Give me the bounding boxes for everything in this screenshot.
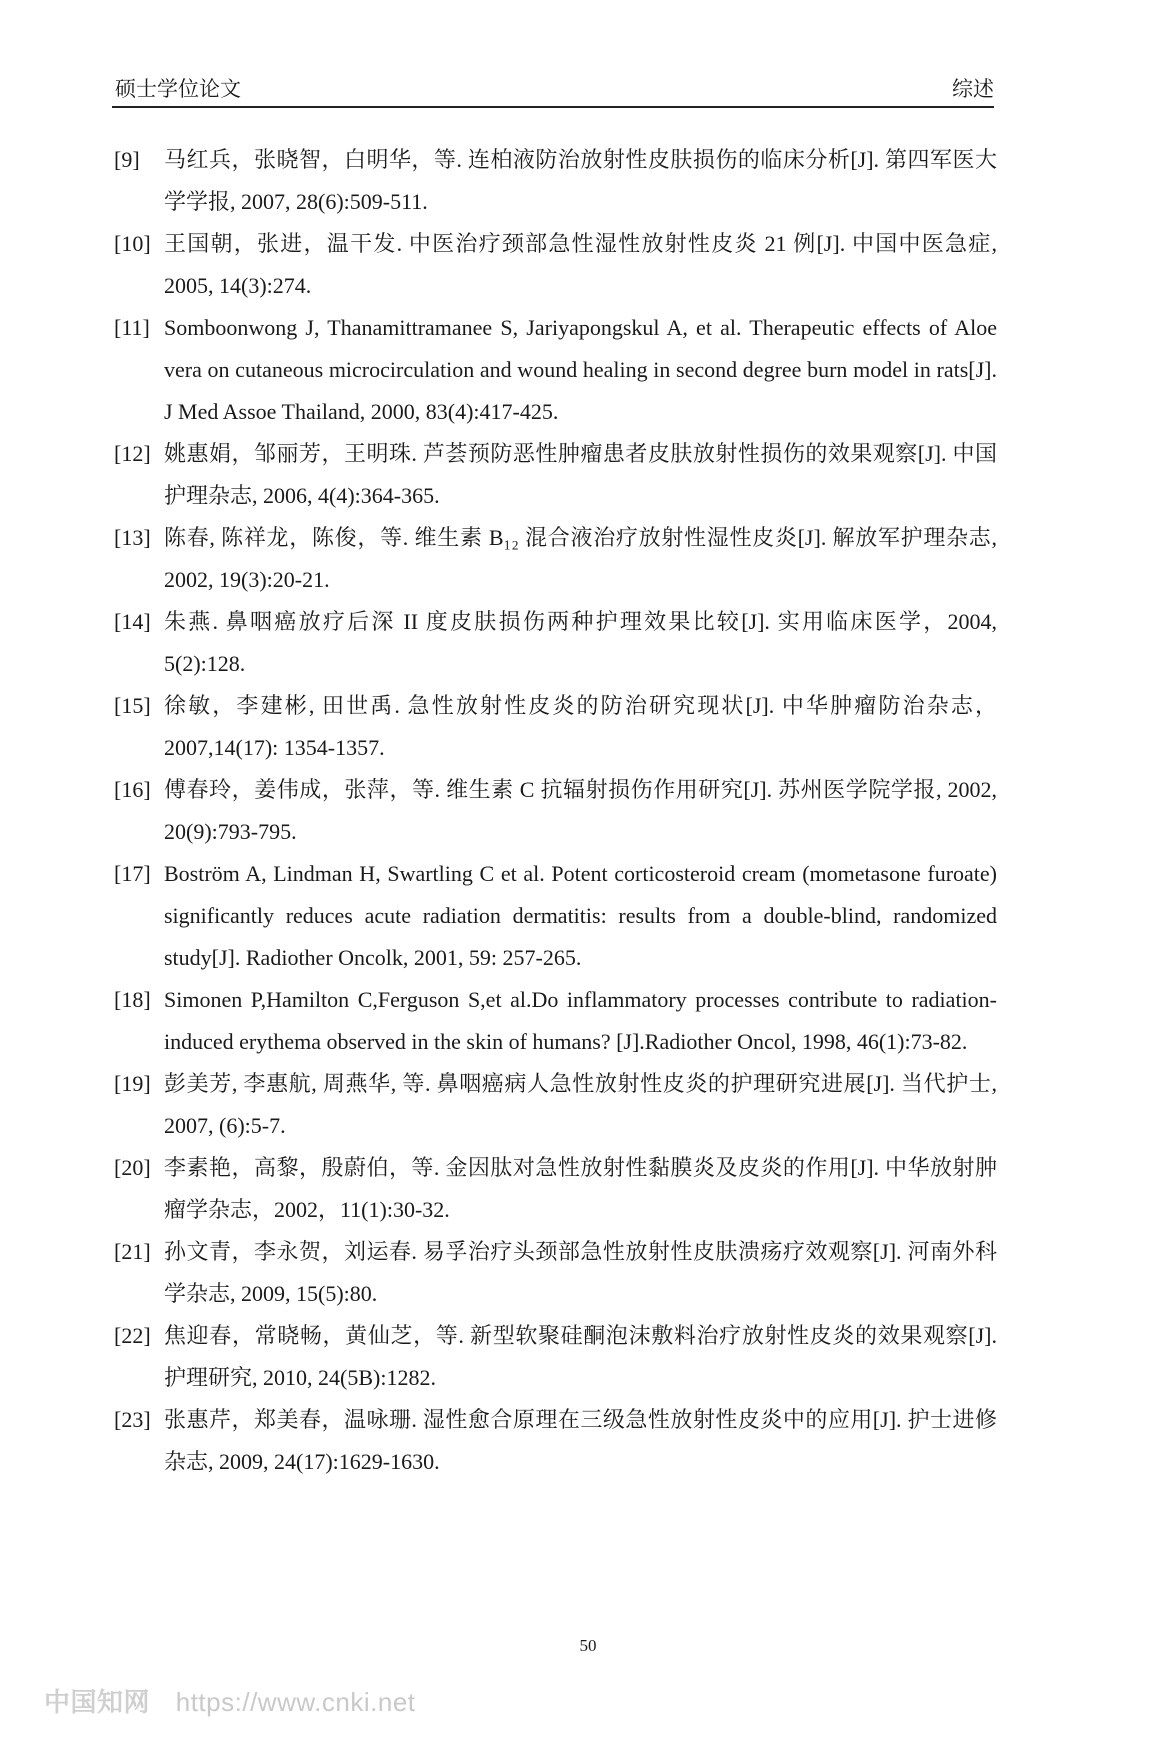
reference-item <box>112 1231 997 1315</box>
reference-text: 彭美芳, 李惠航, 周燕华, 等. 鼻咽癌病人急性放射性皮炎的护理研究进展[J]. 当代护士, 2007, (6):5-7. <box>164 1071 997 1138</box>
reference-item <box>112 601 997 685</box>
reference-number: [21] <box>114 1239 151 1264</box>
reference-number: [10] <box>114 231 151 256</box>
reference-item <box>112 517 997 601</box>
page-header <box>112 72 994 108</box>
watermark-url: https://www.cnki.net <box>175 1687 416 1717</box>
reference-text: 王国朝，张进，温干发. 中医治疗颈部急性湿性放射性皮炎 21 例[J]. 中国中医急症, 2005, 14(3):274. <box>164 231 997 298</box>
reference-number: [20] <box>114 1155 151 1180</box>
reference-item <box>112 769 997 853</box>
header-thesis-title: 硕士学位论文 <box>115 77 241 101</box>
reference-text: Boström A, Lindman H, Swartling C et al. Potent corticosteroid cream (mometasone furoate) significantly reduces acute radiation dermatitis: results from a double-blind, randomized study[J]. Radiother Oncolk, 2001, 59: 257-265. <box>164 861 997 970</box>
reference-number: [9] <box>114 147 140 172</box>
reference-text: 马红兵，张晓智，白明华，等. 连柏液防治放射性皮肤损伤的临床分析[J]. 第四军医大学学报, 2007, 28(6):509-511. <box>164 147 997 214</box>
watermark-brand: 中国知网 <box>44 1687 151 1717</box>
reference-text: 姚惠娟，邹丽芳，王明珠. 芦荟预防恶性肿瘤患者皮肤放射性损伤的效果观察[J]. 中国护理杂志, 2006, 4(4):364-365. <box>164 441 997 508</box>
reference-number: [18] <box>114 987 151 1012</box>
reference-item <box>112 1399 997 1483</box>
reference-text: 陈春, 陈祥龙，陈俊，等. 维生素 B₁₂ 混合液治疗放射性湿性皮炎[J]. 解放军护理杂志, 2002, 19(3):20-21. <box>164 525 997 592</box>
reference-item <box>112 139 997 223</box>
reference-text: 徐敏，李建彬, 田世禹. 急性放射性皮炎的防治研究现状[J]. 中华肿瘤防治杂志，2007,14(17): 1354-1357. <box>164 693 997 760</box>
reference-item <box>112 685 997 769</box>
reference-item <box>112 1147 997 1231</box>
reference-item <box>112 433 997 517</box>
reference-text: 李素艳，高黎，殷蔚伯，等. 金因肽对急性放射性黏膜炎及皮炎的作用[J]. 中华放射肿瘤学杂志，2002，11(1):30-32. <box>164 1155 997 1222</box>
reference-text: Simonen P,Hamilton C,Ferguson S,et al.Do inflammatory processes contribute to radiation-induced erythema observed in the skin of humans? [J].Radiother Oncol, 1998, 46(1):73-82. <box>164 987 997 1054</box>
reference-number: [23] <box>114 1407 151 1432</box>
reference-number: [13] <box>114 525 151 550</box>
reference-item <box>112 1063 997 1147</box>
page-number: 50 <box>579 1636 597 1655</box>
reference-list <box>112 139 997 1483</box>
reference-item <box>112 223 997 307</box>
reference-number: [19] <box>114 1071 151 1096</box>
reference-number: [12] <box>114 441 151 466</box>
reference-number: [14] <box>114 609 151 634</box>
reference-item <box>112 979 997 1063</box>
reference-item <box>112 307 997 433</box>
cnki-watermark <box>44 1682 416 1719</box>
reference-number: [15] <box>114 693 151 718</box>
header-section-title: 综述 <box>952 77 994 101</box>
reference-number: [16] <box>114 777 151 802</box>
reference-number: [22] <box>114 1323 151 1348</box>
reference-text: 焦迎春，常晓畅，黄仙芝，等. 新型软聚硅酮泡沫敷料治疗放射性皮炎的效果观察[J]. 护理研究, 2010, 24(5B):1282. <box>164 1323 997 1390</box>
reference-text: Somboonwong J, Thanamittramanee S, Jariyapongskul A, et al. Therapeutic effects of Aloe vera on cutaneous microcirculation and wound healing in second degree burn model in rats[J]. J Med Assoe Thailand, 2000, 83(4):417-425. <box>164 315 997 424</box>
reference-text: 孙文青，李永贺，刘运春. 易孚治疗头颈部急性放射性皮肤溃疡疗效观察[J]. 河南外科学杂志, 2009, 15(5):80. <box>164 1239 997 1306</box>
reference-number: [17] <box>114 861 151 886</box>
reference-number: [11] <box>114 315 150 340</box>
reference-text: 张惠芹，郑美春，温咏珊. 湿性愈合原理在三级急性放射性皮炎中的应用[J]. 护士进修杂志, 2009, 24(17):1629-1630. <box>164 1407 997 1474</box>
reference-text: 傅春玲，姜伟成，张萍，等. 维生素 C 抗辐射损伤作用研究[J]. 苏州医学院学报, 2002, 20(9):793-795. <box>164 777 997 844</box>
reference-text: 朱燕. 鼻咽癌放疗后深 II 度皮肤损伤两种护理效果比较[J]. 实用临床医学，2004, 5(2):128. <box>164 609 997 676</box>
reference-item <box>112 1315 997 1399</box>
reference-item <box>112 853 997 979</box>
